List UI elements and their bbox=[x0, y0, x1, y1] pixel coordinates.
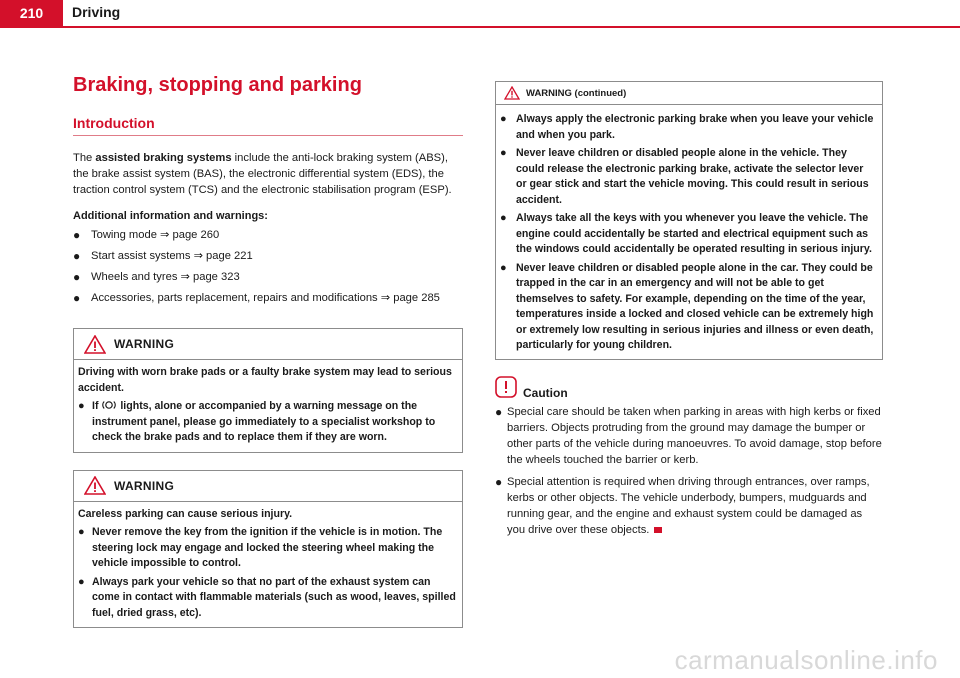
brake-warning-icon bbox=[102, 400, 116, 410]
bullet: ● bbox=[500, 147, 507, 159]
warning-continued-label: WARNING (continued) bbox=[526, 87, 627, 99]
ref-text[interactable]: Start assist systems ⇒ page 221 bbox=[91, 250, 253, 262]
warning-header bbox=[74, 329, 462, 360]
caution-label: Caution bbox=[523, 385, 568, 400]
right-column bbox=[495, 81, 883, 538]
caution-item-body: Special attention is required when driving through entrances, over ramps, kerbs or other objects. The vehicle underbody, bumpers, mudguards and running gear, and the engine and exhaust system could be damaged as you drive over these objects. bbox=[507, 475, 870, 536]
list-item bbox=[73, 227, 463, 243]
intro-bold: assisted braking systems bbox=[95, 152, 232, 164]
warning-triangle-icon bbox=[84, 335, 106, 354]
warning-item-text: Always apply the electronic parking brake when you leave your vehicle and when you park. bbox=[516, 113, 874, 141]
warning-box-brakes bbox=[73, 328, 463, 453]
caution-exclamation-icon bbox=[495, 376, 517, 398]
bullet: ● bbox=[73, 249, 81, 263]
header-title: Driving bbox=[72, 4, 121, 20]
warning-item-post: lights, alone or accompanied by a warning message on the instrument panel, please go immediately to a specialist workshop to check the brake pads and to replace them if they are worn. bbox=[92, 400, 436, 443]
page-number: 210 bbox=[0, 0, 63, 26]
warning-triangle-icon bbox=[84, 476, 106, 495]
warning-item-text: Always take all the keys with you whenever you leave the vehicle. The engine could accidentally be started and electrical equipment such as the windows could accidentally be operated resulting in serious injury. bbox=[516, 212, 872, 255]
warning-label: WARNING bbox=[114, 478, 175, 493]
warning-label: WARNING bbox=[114, 337, 175, 351]
warning-item bbox=[500, 146, 876, 208]
bullet: ● bbox=[78, 400, 85, 412]
warning-item-text bbox=[92, 399, 456, 446]
bullet: ● bbox=[500, 212, 507, 224]
warning-body bbox=[74, 360, 462, 452]
warning-header bbox=[74, 471, 462, 502]
caution-item bbox=[495, 404, 883, 468]
warning-box-parking bbox=[73, 470, 463, 629]
ref-text[interactable]: Wheels and tyres ⇒ page 323 bbox=[91, 271, 240, 283]
intro-post: include the anti-lock braking system (ABS), the brake assist system (BAS), the electronic differential system (EDS), the traction control system (TCS) and the electronic stabilisation program (ESP). bbox=[73, 152, 452, 196]
bullet: ● bbox=[500, 261, 507, 274]
end-of-section-mark bbox=[654, 527, 662, 533]
warning-body bbox=[74, 502, 462, 628]
watermark: carmanualsonline.info bbox=[674, 645, 938, 675]
caution-item bbox=[495, 474, 883, 538]
subsection-title: Introduction bbox=[73, 115, 463, 136]
list-item bbox=[73, 290, 463, 306]
list-item bbox=[73, 248, 463, 264]
warning-item-text: Never leave children or disabled people alone in the car. They could be trapped in the car in an emergency and will not be able to get themselves to safety. For example, depending on the time of the year, temperatures inside a locked and closed vehicle can be extremely high or extremely low resulting in serious injuries and illness or even death, particularly for young children. bbox=[516, 261, 874, 351]
bullet: ● bbox=[78, 575, 85, 588]
warning-item-text: Always park your vehicle so that no part of the exhaust system can come in contact with flammable materials (such as wood, leaves, spilled fuel, dried grass, etc). bbox=[92, 575, 456, 619]
caution-item-text: Special care should be taken when parking in areas with high kerbs or fixed barriers. Objects protruding from the ground may damage the bumper or other parts of the vehicle during manoeuvres. To avoid damage, stop before the wheels touched the barrier or kerb. bbox=[507, 405, 882, 466]
bullet: ● bbox=[495, 474, 503, 489]
warning-continued-body bbox=[496, 105, 882, 359]
warning-item bbox=[500, 112, 876, 143]
section-title: Braking, stopping and parking bbox=[73, 74, 362, 96]
bullet: ● bbox=[500, 113, 507, 125]
warning-intro: Driving with worn brake pads or a faulty brake system may lead to serious accident. bbox=[78, 366, 452, 394]
intro-pre: The bbox=[73, 152, 96, 164]
bullet: ● bbox=[78, 526, 85, 538]
ref-text[interactable]: Towing mode ⇒ page 260 bbox=[91, 229, 220, 241]
intro-paragraph bbox=[73, 150, 463, 198]
bullet: ● bbox=[73, 291, 81, 305]
caution-item-text bbox=[507, 474, 883, 538]
warning-item bbox=[78, 525, 456, 572]
warning-item-text: Never leave children or disabled people alone in the vehicle. They could release the electronic parking brake, activate the selector lever or gear stick and start the vehicle moving. This could result in serious accident. bbox=[516, 147, 869, 206]
warning-item bbox=[500, 211, 876, 258]
header-rule bbox=[0, 26, 960, 28]
warning-item-pre: If bbox=[92, 400, 102, 412]
caution-header bbox=[495, 374, 883, 400]
warning-item bbox=[78, 575, 456, 622]
additional-heading: Additional information and warnings: bbox=[73, 210, 268, 222]
warning-continued-box bbox=[495, 81, 883, 360]
left-column bbox=[73, 74, 463, 628]
warning-continued-header bbox=[496, 82, 882, 105]
list-item bbox=[73, 269, 463, 285]
bullet: ● bbox=[73, 270, 81, 284]
warning-triangle-icon bbox=[504, 86, 520, 100]
bullet: ● bbox=[73, 228, 81, 242]
warning-item-text: Never remove the key from the ignition if the vehicle is in motion. The steering lock may engage and locked the steering wheel making the vehicle impossible to control. bbox=[92, 526, 443, 569]
warning-item bbox=[500, 261, 876, 354]
reference-list bbox=[73, 227, 463, 306]
bullet: ● bbox=[495, 404, 503, 419]
warning-intro: Careless parking can cause serious injury. bbox=[78, 507, 293, 520]
ref-text[interactable]: Accessories, parts replacement, repairs and modifications ⇒ page 285 bbox=[91, 292, 440, 304]
warning-item bbox=[78, 399, 456, 446]
